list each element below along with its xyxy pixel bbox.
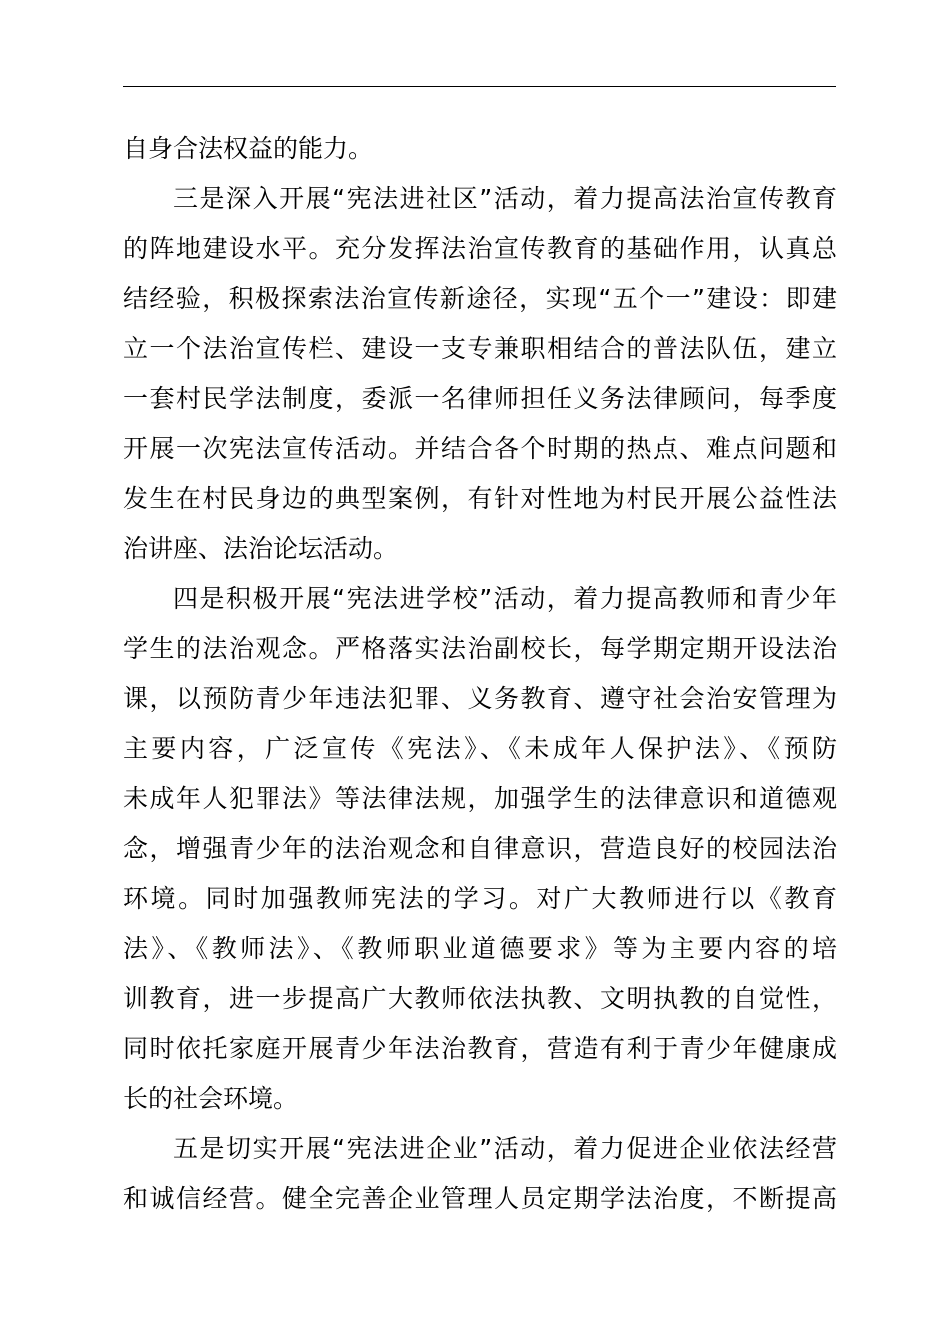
- text-line: 同时依托家庭开展青少年法治教育，营造有利于青少年健康成: [123, 1034, 837, 1063]
- text-line: 念，增强青少年的法治观念和自律意识，营造良好的校园法治: [123, 834, 837, 863]
- text-line: 的阵地建设水平。充分发挥法治宣传教育的基础作用，认真总: [123, 234, 837, 263]
- text-line: 结经验，积极探索法治宣传新途径，实现“五个一”建设：即建: [123, 284, 837, 313]
- text-line: 开展一次宪法宣传活动。并结合各个时期的热点、难点问题和: [123, 434, 837, 463]
- body-text: [123, 124, 837, 1224]
- text-line: 自身合法权益的能力。: [123, 134, 374, 163]
- header-rule: [123, 86, 836, 87]
- text-line: 主要内容，广泛宣传《宪法》、《未成年人保护法》、《预防: [123, 734, 837, 763]
- text-line: 环境。同时加强教师宪法的学习。对广大教师进行以《教育: [123, 884, 837, 913]
- text-line: 课，以预防青少年违法犯罪、义务教育、遵守社会治安管理为: [123, 684, 837, 713]
- text-line: 法》、《教师法》、《教师职业道德要求》等为主要内容的培: [123, 934, 837, 963]
- text-line: 立一个法治宣传栏、建设一支专兼职相结合的普法队伍，建立: [123, 334, 837, 363]
- text-line: 一套村民学法制度，委派一名律师担任义务法律顾问，每季度: [123, 384, 837, 413]
- text-line: 四是积极开展“宪法进学校”活动，着力提高教师和青少年: [173, 584, 837, 613]
- text-line: 和诚信经营。健全完善企业管理人员定期学法治度，不断提高: [123, 1184, 837, 1213]
- text-line: 长的社会环境。: [123, 1084, 299, 1113]
- text-line: 学生的法治观念。严格落实法治副校长，每学期定期开设法治: [123, 634, 837, 663]
- text-line: 未成年人犯罪法》等法律法规，加强学生的法律意识和道德观: [123, 784, 837, 813]
- text-line: 五是切实开展“宪法进企业”活动，着力促进企业依法经营: [173, 1134, 837, 1163]
- text-line: 三是深入开展“宪法进社区”活动，着力提高法治宣传教育: [173, 184, 837, 213]
- text-line: 发生在村民身边的典型案例，有针对性地为村民开展公益性法: [123, 484, 837, 513]
- text-line: 治讲座、法治论坛活动。: [123, 534, 399, 563]
- text-line: 训教育，进一步提高广大教师依法执教、文明执教的自觉性，: [123, 984, 837, 1013]
